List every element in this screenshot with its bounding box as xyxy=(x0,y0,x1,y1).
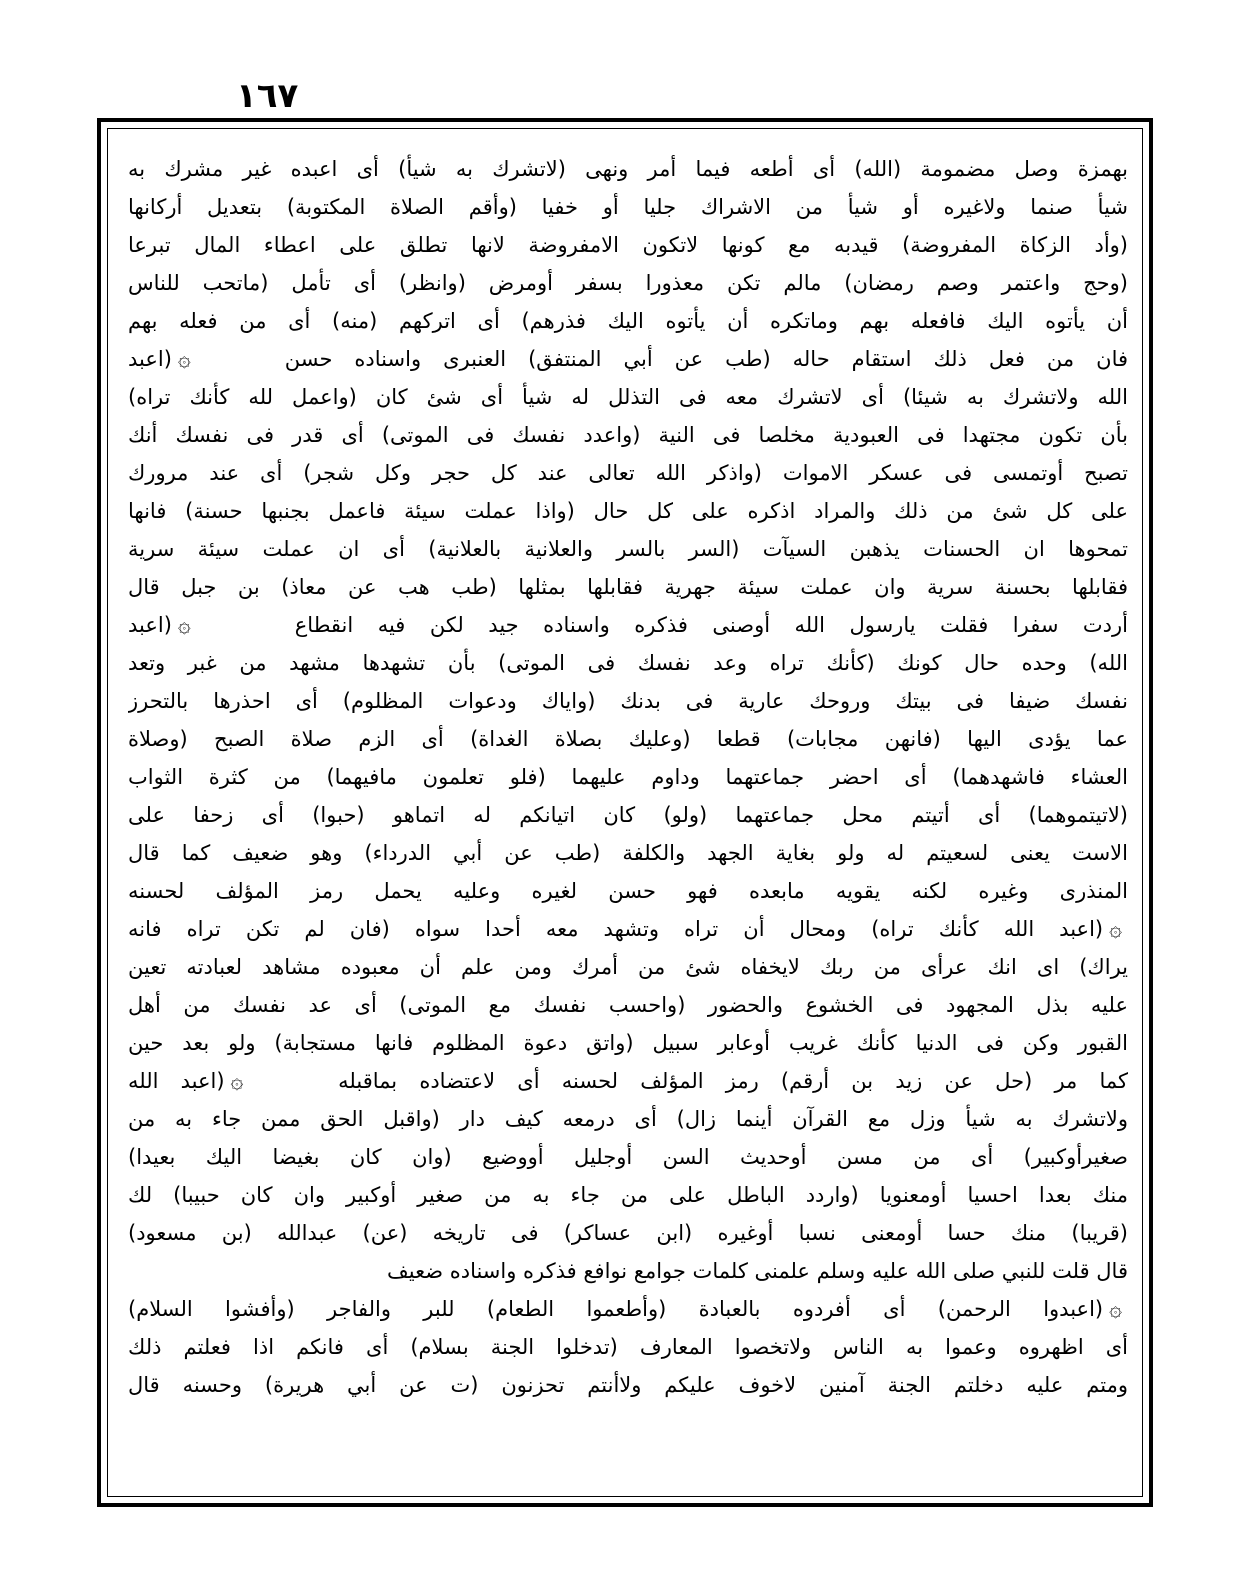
text-line-3: (وأد الزكاة المفروضة) قيدبه مع كونها لاتكون الامفروضة لانها تطلق على اعطاء المال تبرعا xyxy=(128,233,1128,257)
text-line-17: العشاء فاشهدهما) أى احضر جماعتهما وداوم عليهما (فلو تعلمون مافيهما) من كثرة الثواب xyxy=(128,765,1128,789)
ornament-icon: ۞ xyxy=(230,1069,244,1094)
text-line-18: (لاتيتموهما) أى أتيتم محل جماعتهما (ولو) كان اتيانكم له اتماهو (حبوا) أى زحفا على xyxy=(128,803,1128,827)
text-line-11: تمحوها ان الحسنات يذهبن السيآت (السر بالسر والعلانية بالعلانية) أى ان عملت سيئة سرية xyxy=(128,537,1128,561)
ornament-icon: ۞ xyxy=(1109,1297,1122,1322)
text-line-6 xyxy=(128,340,1128,378)
text-line-15: نفسك ضيفا فى بيتك وروحك عارية فى بدنك (واياك ودعوات المظلوم) أى احذرها بالتحرز xyxy=(128,689,1128,713)
text-line-22: يراك) اى انك عرأى من ربك لايخفاه شئ من أمرك ومن علم أن معبوده مشاهد لعبادته تعين xyxy=(128,955,1128,979)
text-line-10: على كل شئ من ذلك والمراد اذكره على كل حال (واذا عملت سيئة فاعمل بجنبها حسنة) فانها xyxy=(128,499,1128,523)
text-line-31 xyxy=(128,1290,1128,1328)
text-line-8: بأن تكون مجتهدا فى العبودية مخلصا فى النية (واعدد نفسك فى الموتى) أى قدر فى نفسك أنك xyxy=(128,423,1128,447)
page-number: ١٦٧ xyxy=(236,76,299,116)
entry-head: (اعبد xyxy=(128,347,172,371)
text-line-2: شيأ صنما ولاغيره أو شيأ من الاشراك جليا أو خفيا (وأقم الصلاة المكتوبة) بتعديل أركانها xyxy=(128,195,1128,219)
text-block xyxy=(128,150,1128,1490)
text-line-6-content: فان من فعل ذلك استقام حاله (طب عن أبي المنتفق) العنبرى واسناده حسن xyxy=(284,347,1128,371)
text-line-13 xyxy=(128,606,1128,644)
text-line-1: بهمزة وصل مضمومة (الله) أى أطعه فيما أمر ونهى (لاتشرك به شيأ) أى اعبده غير مشرك به xyxy=(128,157,1128,181)
ornament-icon: ۞ xyxy=(177,613,191,638)
text-line-31-content: (اعبدوا الرحمن) أى أفردوه بالعبادة (وأطعموا الطعام) للبر والفاجر (وأفشوا السلام) xyxy=(128,1297,1104,1321)
text-line-32: أى اظهروه وعموا به الناس ولاتخصوا المعارف (تدخلوا الجنة بسلام) أى فانكم اذا فعلتم ذلك xyxy=(128,1335,1128,1359)
text-line-24: القبور وكن فى الدنيا كأنك غريب أوعابر سبيل (واتق دعوة المظلوم فانها مستجابة) ولو بعد حين xyxy=(128,1031,1128,1055)
text-line-9: تصبح أوتمسى فى عسكر الاموات (واذكر الله تعالى عند كل حجر وكل شجر) أى عند مرورك xyxy=(128,461,1128,485)
text-line-27: صغيرأوكبير) أى من مسن أوحديث السن أوجليل أووضيع (وان كان بغيضا اليك بعيدا) xyxy=(128,1145,1128,1169)
text-line-28: منك بعدا احسيا أومعنويا (واردد الباطل على من جاء به من صغير أوكبير وان كان حبيبا) لك xyxy=(128,1183,1128,1207)
text-line-12: فقابلها بحسنة سرية وان عملت سيئة جهرية فقابلها بمثلها (طب هب عن معاذ) بن جبل قال xyxy=(128,575,1128,599)
text-line-5: أن يأتوه اليك فافعله بهم وماتكره أن يأتوه اليك فذرهم) أى اتركهم (منه) أى من فعله بهم xyxy=(128,309,1128,333)
ornament-icon: ۞ xyxy=(1109,917,1122,942)
entry-head: (اعبد الله xyxy=(128,1069,225,1093)
text-line-29: (قريبا) منك حسا أومعنى نسبا أوغيره (ابن عساكر) فى تاريخه (عن) عبدالله (بن مسعود) xyxy=(128,1221,1128,1245)
entry-head: (اعبد xyxy=(128,613,172,637)
text-line-7: الله ولاتشرك به شيئا) أى لاتشرك معه فى التذلل له شيأ أى شئ كان (واعمل لله كأنك تراه) xyxy=(128,385,1128,409)
text-line-33: ومتم عليه دخلتم الجنة آمنين لاخوف عليكم ولاأنتم تحزنون (ت عن أبي هريرة) وحسنه قال xyxy=(128,1373,1128,1397)
text-line-16: عما يؤدى اليها (فانهن مجابات) قطعا (وعليك بصلاة الغداة) أى الزم صلاة الصبح (وصلاة xyxy=(128,727,1128,751)
text-line-21 xyxy=(128,910,1128,948)
text-line-26: ولاتشرك به شيأ وزل مع القرآن أينما زال) أى درمعه كيف دار (واقبل الحق ممن جاء به من xyxy=(128,1107,1128,1131)
text-line-13-content: أردت سفرا فقلت يارسول الله أوصنى فذكره واسناده جيد لكن فيه انقطاع xyxy=(294,613,1128,637)
text-line-14: الله) وحده حال كونك (كأنك تراه وعد نفسك فى الموتى) بأن تشهدها مشهد من غبر وتعد xyxy=(128,651,1128,675)
text-line-4: (وحج واعتمر وصم رمضان) مالم تكن معذورا بسفر أومرض (وانظر) أى تأمل (ماتحب للناس xyxy=(128,271,1128,295)
text-line-30: قال قلت للنبي صلى الله عليه وسلم علمنى كلمات جوامع نوافع فذكره واسناده ضعيف xyxy=(387,1259,1128,1283)
text-line-23: عليه بذل المجهود فى الخشوع والحضور (واحسب نفسك مع الموتى) أى عد نفسك من أهل xyxy=(128,993,1128,1017)
text-line-19: الاست يعنى لسعيتم له ولو بغاية الجهد والكلفة (طب عن أبي الدرداء) وهو ضعيف كما قال xyxy=(128,841,1128,865)
text-line-21-content: (اعبد الله كأنك تراه) ومحال أن تراه وتشهد معه أحدا سواه (فان لم تكن تراه فانه xyxy=(128,917,1104,941)
text-line-25 xyxy=(128,1062,1128,1100)
text-line-25-content: كما مر (حل عن زيد بن أرقم) رمز المؤلف لحسنه أى لاعتضاده بماقبله xyxy=(338,1069,1128,1093)
text-line-20: المنذرى وغيره لكنه يقويه مابعده فهو حسن لغيره وعليه يحمل رمز المؤلف لحسنه xyxy=(128,879,1128,903)
ornament-icon: ۞ xyxy=(177,347,191,372)
